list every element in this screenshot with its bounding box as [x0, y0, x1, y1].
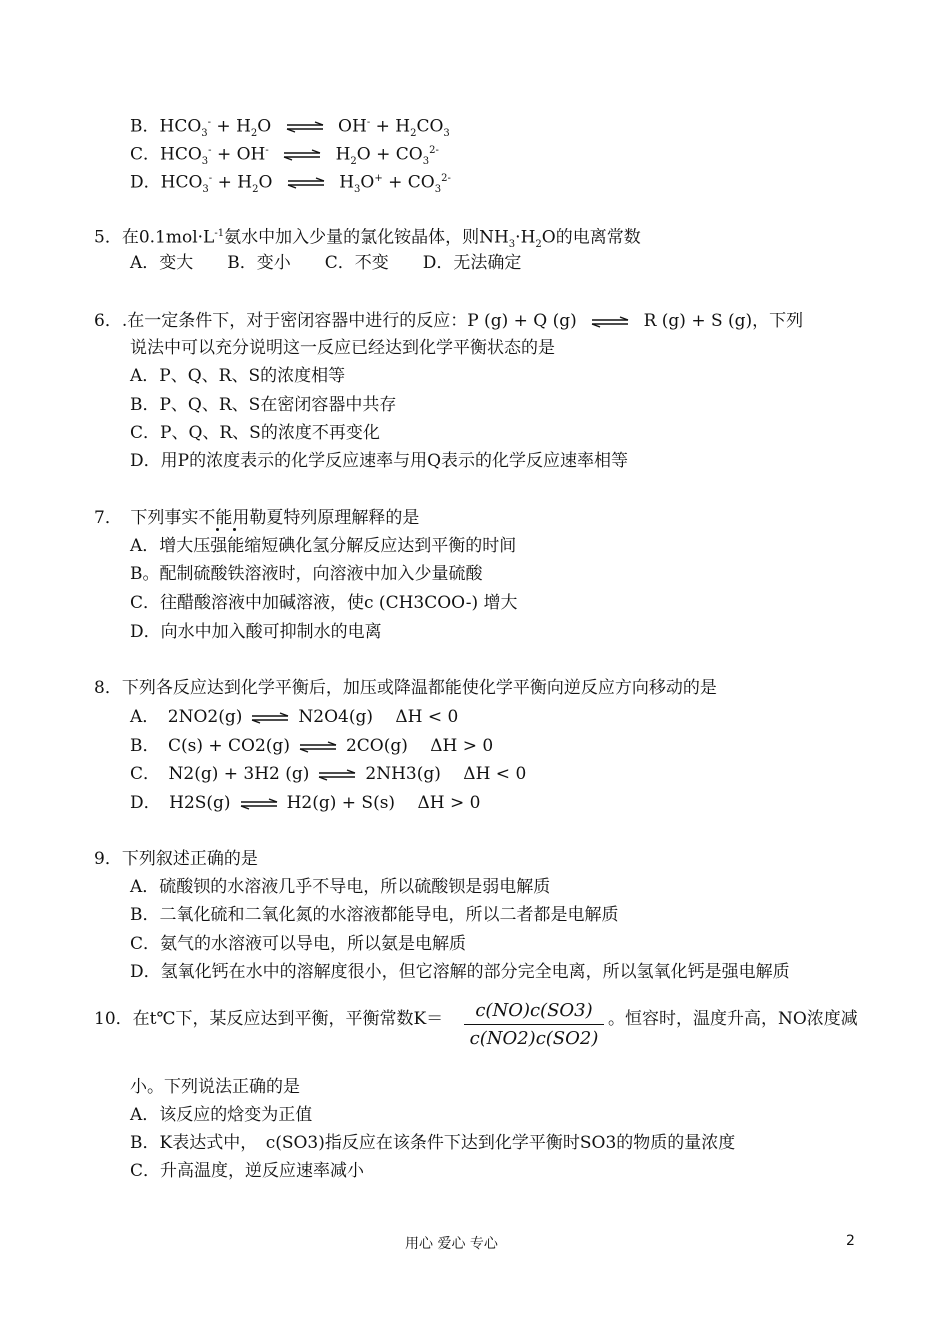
equilibrium-constant-fraction — [464, 1000, 604, 1049]
equilibrium-arrow-icon — [285, 121, 325, 133]
q9-option-b: B．二氧化硫和二氧化氮的水溶液都能导电，所以二者都是电解质 — [130, 905, 619, 925]
equilibrium-arrow-icon — [298, 741, 338, 753]
q5-stem: 5．在$0.1mol\cdot L^{-1}$氨水中加入少量的氯化铵晶体，则$NH_3\cdot H_2O$的电离常数 — [94, 227, 641, 251]
equilibrium-arrow-icon — [250, 712, 290, 724]
q6-option-b: B．P、Q、R、S在密闭容器中共存 — [130, 395, 397, 415]
q9-option-d: D．氢氧化钙在水中的溶解度很小，但它溶解的部分完全电离，所以氢氧化钙是强电解质 — [130, 962, 790, 982]
q8-option-a: A． 2NO2(g) N2O4(g) ΔH < 0 — [130, 707, 459, 727]
q8-option-c: C． N2(g) + 3H2 (g) 2NH3(g) ΔH < 0 — [130, 764, 527, 784]
q6-option-c: C．P、Q、R、S的浓度不再变化 — [130, 423, 380, 443]
q7-option-d: D．向水中加入酸可抑制水的电离 — [130, 622, 382, 642]
q10-stem-a: 10．在t℃下，某反应达到平衡，平衡常数K＝ — [94, 1009, 444, 1029]
q8-stem: 8．下列各反应达到化学平衡后，加压或降温都能使化学平衡向逆反应方向移动的是 — [94, 678, 717, 698]
equilibrium-arrow-icon — [286, 177, 326, 189]
fraction-denominator: c(NO2)c(SO2) — [469, 1028, 599, 1049]
equilibrium-arrow-icon — [590, 316, 630, 328]
q10-option-a: A．该反应的焓变为正值 — [130, 1105, 313, 1125]
q4-option-b: B．$HCO_3^- + H_2O$ $OH^- + H_2CO_3$ — [130, 116, 450, 140]
equilibrium-arrow-icon — [282, 149, 322, 161]
q8-option-b: B． C(s) + CO2(g) 2CO(g) ΔH > 0 — [130, 736, 494, 756]
q4-option-d: D．$HCO_3^- + H_2O$ $H_3O^+ + CO_3^{2-}$ — [130, 172, 451, 196]
q10-stem-c: 小。下列说法正确的是 — [130, 1077, 300, 1097]
q6-stem-line2: 说法中可以充分说明这一反应已经达到化学平衡状态的是 — [130, 338, 555, 358]
q4-option-c: C．$HCO_3^- + OH^-$ $H_2O + CO_3^{2-}$ — [130, 144, 439, 168]
q6-option-d: D．用P的浓度表示的化学反应速率与用Q表示的化学反应速率相等 — [130, 451, 629, 471]
emphasis-dot — [216, 528, 219, 531]
q8-option-d: D． H2S(g) H2(g) + S(s) ΔH > 0 — [130, 793, 481, 813]
q9-option-c: C．氨气的水溶液可以导电，所以氨是电解质 — [130, 934, 467, 954]
q7-option-c: C．往醋酸溶液中加碱溶液，使c (CH3COO-) 增大 — [130, 593, 518, 613]
fraction-numerator: c(NO)c(SO3) — [464, 1000, 604, 1025]
equilibrium-arrow-icon — [317, 769, 357, 781]
equilibrium-arrow-icon — [239, 798, 279, 810]
q10-stem-b: 。恒容时，温度升高，NO浓度减 — [608, 1009, 858, 1029]
emphasis-dot — [233, 528, 236, 531]
page-number: 2 — [846, 1233, 855, 1249]
q7-option-b: B。配制硫酸铁溶液时，向溶液中加入少量硫酸 — [130, 564, 483, 584]
page-footer: 用心 爱心 专心 — [405, 1236, 498, 1252]
q10-option-b: B．K表达式中， c(SO3)指反应在该条件下达到化学平衡时SO3的物质的量浓度 — [130, 1133, 736, 1153]
q6-stem-line1: 6．.在一定条件下，对于密闭容器中进行的反应：P (g) + Q (g) R (g) + S (g)，下列 — [94, 311, 804, 331]
q9-option-a: A．硫酸钡的水溶液几乎不导电，所以硫酸钡是弱电解质 — [130, 877, 551, 897]
q7-option-a: A．增大压强能缩短碘化氢分解反应达到平衡的时间 — [130, 536, 517, 556]
q7-stem: 7． 下列事实不能用勒夏特列原理解释的是 — [94, 508, 420, 528]
q6-option-a: A．P、Q、R、S的浓度相等 — [130, 366, 346, 386]
q10-option-c: C．升高温度，逆反应速率减小 — [130, 1161, 365, 1181]
q5-options: A．变大 B．变小 C．不变 D．无法确定 — [130, 253, 522, 273]
q9-stem: 9．下列叙述正确的是 — [94, 849, 258, 869]
